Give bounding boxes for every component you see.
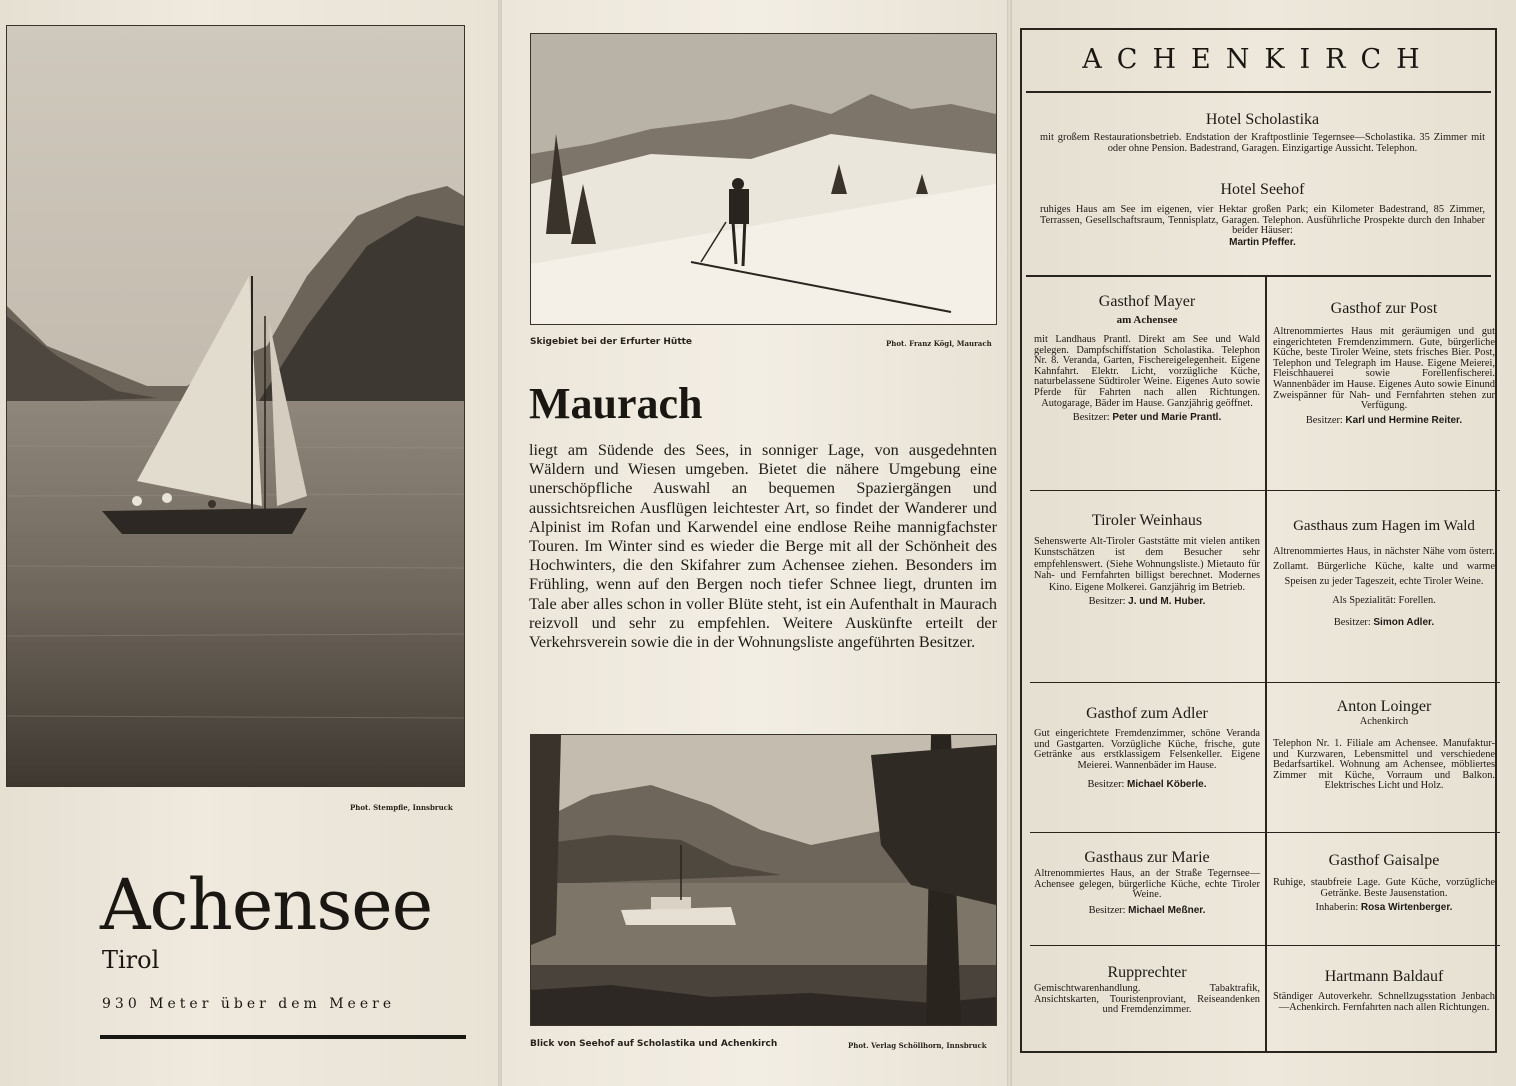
entry-name: Rupprechter bbox=[1107, 964, 1187, 981]
entry-description: ruhiges Haus am See im eigenen, vier Hektar großen Park; ein Kilometer Badestrand, 85 Zimmer, Terrassen, Gesellschaftsraum, Tennisplatz, Garagen. Telephon. Ausführliche Prospekte durch den Inhaber beider Häuser: bbox=[1040, 204, 1485, 237]
entry-name: Anton Loinger bbox=[1336, 698, 1432, 715]
divider bbox=[1030, 945, 1500, 946]
entry-name: Gasthof Mayer bbox=[1098, 293, 1196, 310]
steamboat-photo-caption: Blick von Seehof auf Scholastika und Achenkirch bbox=[530, 1039, 778, 1049]
entry-owner bbox=[1034, 779, 1260, 791]
entry-anton-loinger bbox=[1273, 697, 1495, 792]
entry-name: Hartmann Baldauf bbox=[1324, 968, 1444, 985]
entry-hotel-seehof bbox=[1040, 180, 1485, 249]
cover-photo-credit: Phot. Stempfle, Innsbruck bbox=[350, 803, 453, 812]
maurach-heading: Maurach bbox=[529, 379, 703, 428]
entry-name: Gasthof Gaisalpe bbox=[1328, 852, 1440, 869]
cover-rule bbox=[100, 1035, 466, 1039]
entry-extra: Als Spezialität: Forellen. bbox=[1332, 595, 1436, 606]
directory-title: ACHENKIRCH bbox=[1082, 44, 1435, 75]
entry-gasthof-zur-post bbox=[1273, 299, 1495, 427]
entry-gasthaus-hagen bbox=[1273, 517, 1495, 629]
cover-title: Achensee bbox=[100, 864, 433, 946]
owner-label: Besitzer: bbox=[1087, 779, 1125, 791]
entry-name: Gasthof zur Post bbox=[1330, 300, 1438, 317]
cover-panel bbox=[0, 0, 500, 1086]
entry-gasthof-mayer bbox=[1034, 292, 1260, 424]
entry-description: Altrenommiertes Haus, in nächster Nähe vom österr. Zollamt. Bürgerliche Küche, kalte und warme Speisen zu jeder Tageszeit, echte Tiroler Weine. bbox=[1273, 546, 1495, 587]
column-divider bbox=[1265, 276, 1267, 1051]
owner-name: Peter und Marie Prantl. bbox=[1112, 412, 1222, 424]
entry-description: Telephon Nr. 1. Filiale am Achensee. Manufaktur- und Kurzwaren, Lebensmittel und verschiedene Bedarfsartikel. Wohnung am Achensee, möbliertes Zimmer mit Küche, Vorraum und Balkon. Elektrisches Licht und Holz. bbox=[1273, 738, 1495, 792]
entry-owner bbox=[1273, 902, 1495, 914]
owner-name: J. und M. Huber. bbox=[1128, 596, 1206, 608]
entry-description: Gut eingerichtete Fremdenzimmer, schöne Veranda und Gastgarten. Vorzügliche Küche, frische, gute Getränke aus erstklassigem Felsenkeller. Eigene Meierei. Wannenbäder im Hause. bbox=[1034, 728, 1260, 771]
entry-owner bbox=[1273, 617, 1495, 629]
entry-name: Gasthaus zum Hagen im Wald bbox=[1293, 518, 1475, 534]
entry-description: mit großem Restaurationsbetrieb. Endstation der Kraftpostlinie Tegernsee—Scholastika. 35 Zimmer mit oder ohne Pension. Badestrand, Garagen. Einzigartige Aussicht. Telephon. bbox=[1040, 132, 1485, 154]
entry-name: Gasthaus zur Marie bbox=[1084, 849, 1210, 866]
sailboat-lake-photo bbox=[6, 25, 465, 787]
entry-name: Tiroler Weinhaus bbox=[1091, 512, 1203, 529]
ski-photo-caption: Skigebiet bei der Erfurter Hütte bbox=[530, 337, 693, 347]
owner-label: Inhaberin: bbox=[1315, 902, 1359, 914]
ski-area-photo bbox=[530, 33, 997, 325]
entry-subtitle: Achenkirch bbox=[1359, 716, 1409, 727]
steamboat-photo-credit: Phot. Verlag Schöllhorn, Innsbruck bbox=[848, 1041, 987, 1050]
owner-name: Martin Pfeffer. bbox=[1229, 236, 1296, 248]
entry-owner bbox=[1040, 237, 1485, 249]
entry-subtitle: am Achensee bbox=[1116, 314, 1178, 326]
owner-label: Besitzer: bbox=[1088, 904, 1126, 916]
steamboat-lake-photo bbox=[530, 734, 997, 1026]
entry-name: Hotel Scholastika bbox=[1205, 111, 1320, 128]
entry-gasthaus-marie bbox=[1034, 848, 1260, 917]
entry-description: mit Landhaus Prantl. Direkt am See und Wald gelegen. Dampfschiffstation Scholastika. Telephon Nr. 8. Veranda, Garten, Fischereigelegenheit. Eigene Kahnfahrt. Elektr. Licht, vorzügliche Küche, naturbelassene Südtiroler Weine. Eigenes Auto sowie Pferde für Fahrten nach allen Richtungen. Autogarage, Bäder im Hause. Ganzjährig geöffnet. bbox=[1034, 334, 1260, 409]
owner-name: Michael Köberle. bbox=[1127, 779, 1207, 791]
entry-gasthof-adler bbox=[1034, 704, 1260, 791]
divider bbox=[1026, 275, 1491, 277]
entry-owner bbox=[1273, 415, 1495, 427]
entry-name: Hotel Seehof bbox=[1220, 181, 1305, 198]
owner-label: Besitzer: bbox=[1072, 412, 1110, 424]
entry-description: Altrenommiertes Haus, an der Straße Tegernsee—Achensee gelegen, bürgerliche Küche, echte Tiroler Weine. bbox=[1034, 868, 1260, 901]
divider bbox=[1030, 682, 1500, 683]
divider bbox=[1026, 91, 1491, 93]
owner-label: Besitzer: bbox=[1333, 617, 1371, 628]
owner-name: Michael Meßner. bbox=[1128, 904, 1206, 916]
entry-name: Gasthof zum Adler bbox=[1086, 705, 1208, 722]
ski-photo-credit: Phot. Franz Kögl, Maurach bbox=[886, 339, 992, 348]
entry-gasthof-gaisalpe bbox=[1273, 851, 1495, 914]
cover-altitude: 930 Meter über dem Meere bbox=[102, 996, 396, 1012]
owner-label: Besitzer: bbox=[1305, 414, 1343, 426]
maurach-panel bbox=[502, 0, 1010, 1086]
entry-hartmann-baldauf bbox=[1273, 967, 1495, 1013]
entry-owner bbox=[1034, 412, 1260, 424]
entry-owner bbox=[1034, 905, 1260, 917]
owner-name: Rosa Wirtenberger. bbox=[1360, 902, 1453, 914]
cover-subtitle: Tirol bbox=[102, 946, 160, 974]
entry-hotel-scholastika bbox=[1040, 110, 1485, 154]
maurach-body: liegt am Südende des Sees, in sonniger Lage, von ausgedehnten Wäldern und Wiesen umgeben. Bietet die nähere Umgebung eine unerschöpfliche Auswahl an bequemen Spaziergängen und aussichtsreichen Ausflügen leichtester Art, so findet der Wanderer und Alpinist im Rofan und Karwendel eine endlose Reihe mannigfachster Touren. Im Winter sind es wieder die Berge mit all der Schönheit des Hochwinters, die den Skifahrer zum Achensee ziehen. Besonders im Frühling, wenn auf den Bergen noch tiefer Schnee liegt, drunten im Tale aber alles schon in voller Blüte steht, ist ein Aufenthalt in Maurach reizvoll und sehr zu empfehlen. Weitere Auskünfte erteilt der Verkehrsverein sowie die in der Wohnungsliste angeführten Besitzer. bbox=[529, 441, 997, 652]
entry-description: Sehenswerte Alt-Tiroler Gaststätte mit vielen antiken Kunstschätzen ist dem Besucher sehr empfehlenswert. (Siehe Wohnungsliste.) Mietauto für Nah- und Fernfahrten billigst berechnet. Modernes Kino. Eigene Molkerei. Ganzjährig im Betrieb. bbox=[1034, 536, 1260, 593]
owner-label: Besitzer: bbox=[1088, 596, 1126, 608]
entry-rupprechter bbox=[1034, 963, 1260, 1016]
entry-description: Gemischtwarenhandlung. Tabaktrafik, Ansichtskarten, Touristenproviant, Reiseandenken und Fremdenzimmer. bbox=[1034, 983, 1260, 1016]
entry-description: Ständiger Autoverkehr. Schnellzugsstation Jenbach—Achenkirch. Fernfahrten nach allen Richtungen. bbox=[1273, 991, 1495, 1013]
divider bbox=[1030, 490, 1500, 491]
entry-tiroler-weinhaus bbox=[1034, 511, 1260, 608]
entry-description: Altrenommiertes Haus mit geräumigen und gut eingerichteten Fremdenzimmern. Gute, bürgerliche Küche, beste Tiroler Weine, stets frisches Bier. Post, Telephon und Telegraph im Hause. Eigene Meierei, Fleischhauerei sowie Forellenfischerei. Wannenbäder im Hause. Eigenes Auto sowie Einund Zweispänner für Nah- und Fernfahrten stehen zur Verfügung. bbox=[1273, 326, 1495, 412]
entry-owner bbox=[1034, 596, 1260, 608]
entry-description: Ruhige, staubfreie Lage. Gute Küche, vorzügliche Getränke. Beste Jausenstation. bbox=[1273, 877, 1495, 899]
owner-name: Karl und Hermine Reiter. bbox=[1345, 414, 1463, 426]
owner-name: Simon Adler. bbox=[1373, 617, 1435, 628]
divider bbox=[1030, 832, 1500, 833]
